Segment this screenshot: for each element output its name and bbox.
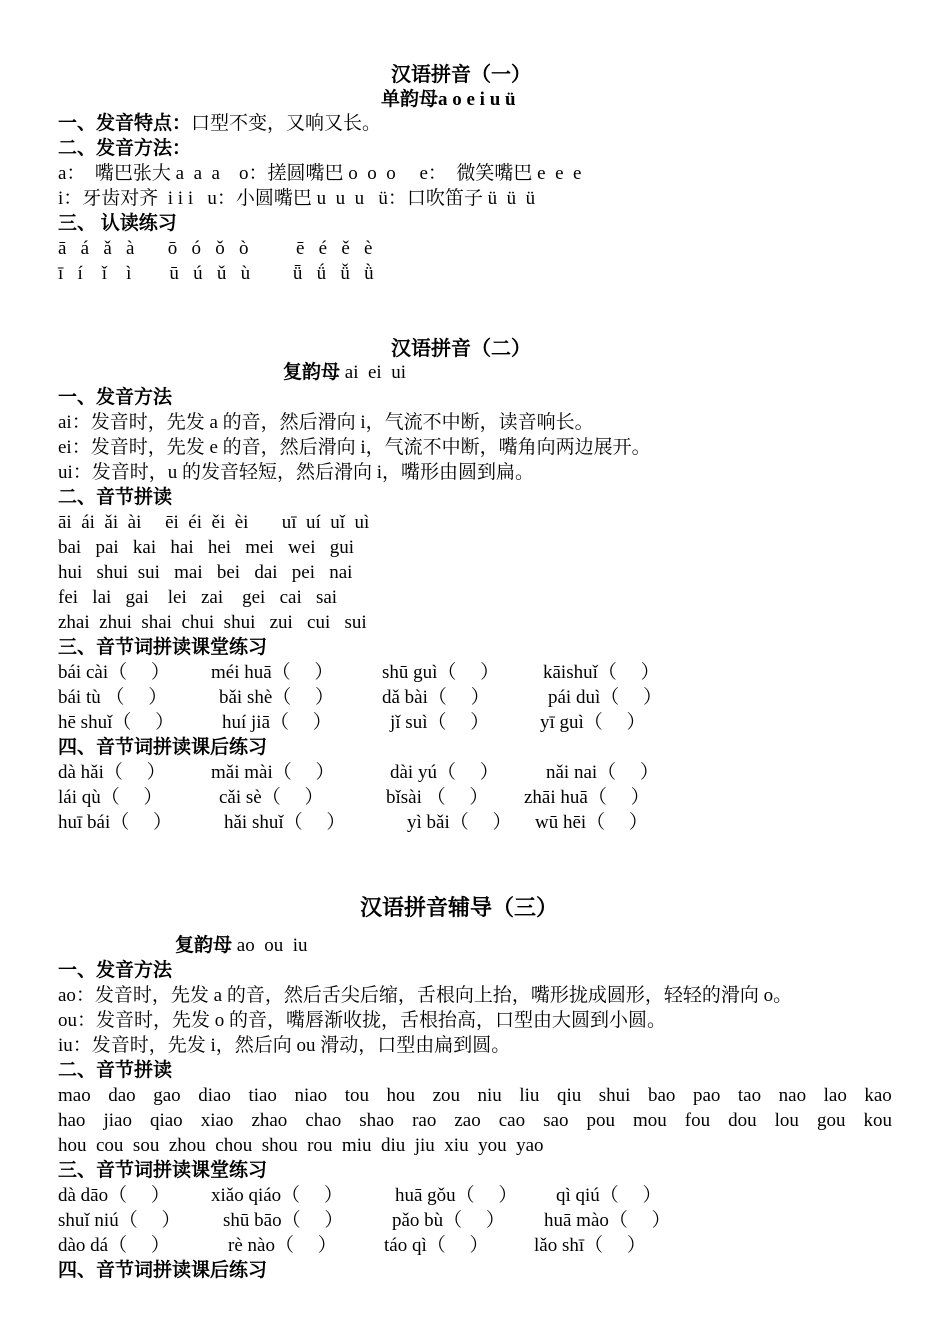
section2-syllable-row: hui shui sui mai bei dai pei nai xyxy=(58,562,353,583)
word-exercise: shū bāo（ ） xyxy=(223,1210,344,1231)
syllable: bao xyxy=(647,1085,676,1106)
syllable: nao xyxy=(778,1085,807,1106)
section3-method-ao: ao：发音时，先发 a 的音，然后舌尖后缩，舌根向上抬，嘴形拢成圆形，轻轻的滑向 o。 xyxy=(58,985,793,1006)
word-exercise: yì bǎi（ ） xyxy=(407,812,512,833)
section2-method-ui: ui：发音时，u 的发音轻短，然后滑向 i，嘴形由圆到扁。 xyxy=(58,462,535,483)
syllable: shui xyxy=(598,1085,631,1106)
word-exercise: méi huā（ ） xyxy=(211,662,334,683)
section1-title: 汉语拼音（一） xyxy=(391,64,531,86)
section1-practice-head: 三、 认读练习 xyxy=(58,213,177,234)
word-exercise: huí jiā（ ） xyxy=(222,712,332,733)
word-exercise: dài yú（ ） xyxy=(390,762,499,783)
word-exercise: dà dāo（ ） xyxy=(58,1185,170,1206)
word-exercise: pǎo bù（ ） xyxy=(392,1210,505,1231)
word-exercise: mǎi mài（ ） xyxy=(211,762,335,783)
syllable: tou xyxy=(344,1085,369,1106)
word-exercise: dào dá（ ） xyxy=(58,1235,170,1256)
section2-title: 汉语拼音（二） xyxy=(391,338,531,360)
section2-class-head: 三、音节词拼读课堂练习 xyxy=(58,637,268,658)
syllable: dou xyxy=(728,1110,757,1131)
word-exercise: nǎi nai（ ） xyxy=(546,762,659,783)
section2-subtitle-bold: 复韵母 xyxy=(283,362,341,383)
word-exercise: dǎ bài（ ） xyxy=(382,687,490,708)
syllable: hou xyxy=(386,1085,416,1106)
syllable: gou xyxy=(816,1110,846,1131)
section3-after-head: 四、音节词拼读课后练习 xyxy=(58,1260,268,1281)
syllable: shao xyxy=(359,1110,395,1131)
word-exercise: lǎo shī（ ） xyxy=(534,1235,646,1256)
section1-features-text: 口型不变，又响又长。 xyxy=(191,113,382,134)
syllable: zou xyxy=(432,1085,460,1106)
syllable: diao xyxy=(198,1085,231,1106)
section2-syllable-row: zhai zhui shai chui shui zui cui sui xyxy=(58,612,367,633)
word-exercise: huī bái（ ） xyxy=(58,812,172,833)
syllable: sao xyxy=(543,1110,569,1131)
section3-class-head: 三、音节词拼读课堂练习 xyxy=(58,1160,268,1181)
word-exercise: shū guì（ ） xyxy=(382,662,500,683)
word-exercise: cǎi sè（ ） xyxy=(219,787,324,808)
syllable: fou xyxy=(684,1110,711,1131)
syllable: liu xyxy=(519,1085,540,1106)
section1-method-head: 二、发音方法： xyxy=(58,138,192,159)
section2-syllable-head: 二、音节拼读 xyxy=(58,487,173,508)
section3-subtitle-rest: ao ou iu xyxy=(232,935,308,956)
word-exercise: hē shuǐ（ ） xyxy=(58,712,175,733)
section2-method-ai: ai：发音时，先发 a 的音，然后滑向 i，气流不中断，读音响长。 xyxy=(58,412,594,433)
section3-title: 汉语拼音辅导（三） xyxy=(360,895,559,920)
word-exercise: zhāi huā（ ） xyxy=(524,787,650,808)
syllable: hao xyxy=(58,1110,86,1131)
syllable: jiao xyxy=(103,1110,132,1131)
syllable: rao xyxy=(412,1110,437,1131)
word-exercise: wū hēi（ ） xyxy=(535,812,648,833)
syllable: mou xyxy=(632,1110,667,1131)
section3-syllable-head: 二、音节拼读 xyxy=(58,1060,173,1081)
section1-tones-line: ā á ǎ à ō ó ǒ ò ē é ě è xyxy=(58,238,373,259)
section1-method-line: i：牙齿对齐 i i i u：小圆嘴巴 u u u ü：口吹笛子 ü ü ü xyxy=(58,188,536,209)
syllable: kou xyxy=(863,1110,892,1131)
word-exercise: bǎi shè（ ） xyxy=(219,687,335,708)
syllable: tiao xyxy=(248,1085,277,1106)
section3-method-ou: ou：发音时，先发 o 的音，嘴唇渐收拢，舌根抬高，口型由大圆到小圆。 xyxy=(58,1010,667,1031)
section1-subtitle: 单韵母a o e i u ü xyxy=(381,89,516,110)
syllable: tao xyxy=(737,1085,762,1106)
section3-syllable-row xyxy=(58,1084,892,1108)
section3-method-iu: iu：发音时，先发 i，然后向 ou 滑动，口型由扁到圆。 xyxy=(58,1035,511,1056)
section2-method-ei: ei：发音时，先发 e 的音，然后滑向 i，气流不中断，嘴角向两边展开。 xyxy=(58,437,651,458)
section2-after-head: 四、音节词拼读课后练习 xyxy=(58,737,268,758)
section2-syllable-row: bai pai kai hai hei mei wei gui xyxy=(58,537,355,558)
word-exercise: hǎi shuǐ（ ） xyxy=(224,812,346,833)
syllable: niao xyxy=(294,1085,328,1106)
word-exercise: shuǐ niú（ ） xyxy=(58,1210,181,1231)
syllable: chao xyxy=(305,1110,342,1131)
section2-subtitle xyxy=(283,361,406,385)
syllable: gao xyxy=(153,1085,181,1106)
word-exercise: lái qù（ ） xyxy=(58,787,163,808)
syllable: dao xyxy=(108,1085,136,1106)
section3-subtitle xyxy=(175,934,307,958)
section2-syllable-row: āi ái ǎi ài ēi éi ěi èi uī uí uǐ uì xyxy=(58,512,370,533)
syllable: cao xyxy=(498,1110,526,1131)
word-exercise: bái cài（ ） xyxy=(58,662,170,683)
syllable: pou xyxy=(586,1110,615,1131)
syllable: qiao xyxy=(149,1110,183,1131)
word-exercise: xiǎo qiáo（ ） xyxy=(211,1185,343,1206)
section1-method-line: a： 嘴巴张大 a a a o：搓圆嘴巴 o o o e： 微笑嘴巴 e e e xyxy=(58,163,582,184)
syllable: qiu xyxy=(556,1085,582,1106)
word-exercise: táo qì（ ） xyxy=(384,1235,489,1256)
word-exercise: kāishuǐ（ ） xyxy=(543,662,660,683)
word-exercise: huā mào（ ） xyxy=(544,1210,671,1231)
section2-syllable-row: fei lai gai lei zai gei cai sai xyxy=(58,587,338,608)
syllable: xiao xyxy=(200,1110,234,1131)
word-exercise: qì qiú（ ） xyxy=(556,1185,662,1206)
section3-syllable-row: hou cou sou zhou chou shou rou miu diu jiu xiu you yao xyxy=(58,1135,544,1156)
word-exercise: yī guì（ ） xyxy=(540,712,646,733)
syllable: mao xyxy=(58,1085,91,1106)
word-exercise: jǐ suì（ ） xyxy=(390,712,490,733)
syllable: lao xyxy=(823,1085,847,1106)
section2-subtitle-rest: ai ei ui xyxy=(340,362,406,383)
word-exercise: dà hǎi（ ） xyxy=(58,762,166,783)
section3-method-head: 一、发音方法 xyxy=(58,960,173,981)
section1-features-head: 一、发音特点： xyxy=(58,113,192,134)
syllable: lou xyxy=(774,1110,799,1131)
syllable: zhao xyxy=(251,1110,288,1131)
section3-subtitle-bold: 复韵母 xyxy=(175,935,233,956)
word-exercise: huā gǒu（ ） xyxy=(395,1185,518,1206)
word-exercise: pái duì（ ） xyxy=(548,687,662,708)
section2-method-head: 一、发音方法 xyxy=(58,387,173,408)
section3-syllable-row xyxy=(58,1109,892,1133)
word-exercise: bái tù （ ） xyxy=(58,687,168,708)
syllable: kao xyxy=(864,1085,892,1106)
word-exercise: bǐsài （ ） xyxy=(386,787,489,808)
word-exercise: rè nào（ ） xyxy=(228,1235,337,1256)
section1-features xyxy=(58,112,381,136)
syllable: zao xyxy=(454,1110,481,1131)
section1-tones-line: ī í ǐ ì ū ú ǔ ù ǖ ǘ ǚ ǜ xyxy=(58,263,374,284)
syllable: pao xyxy=(692,1085,721,1106)
syllable: niu xyxy=(477,1085,502,1106)
